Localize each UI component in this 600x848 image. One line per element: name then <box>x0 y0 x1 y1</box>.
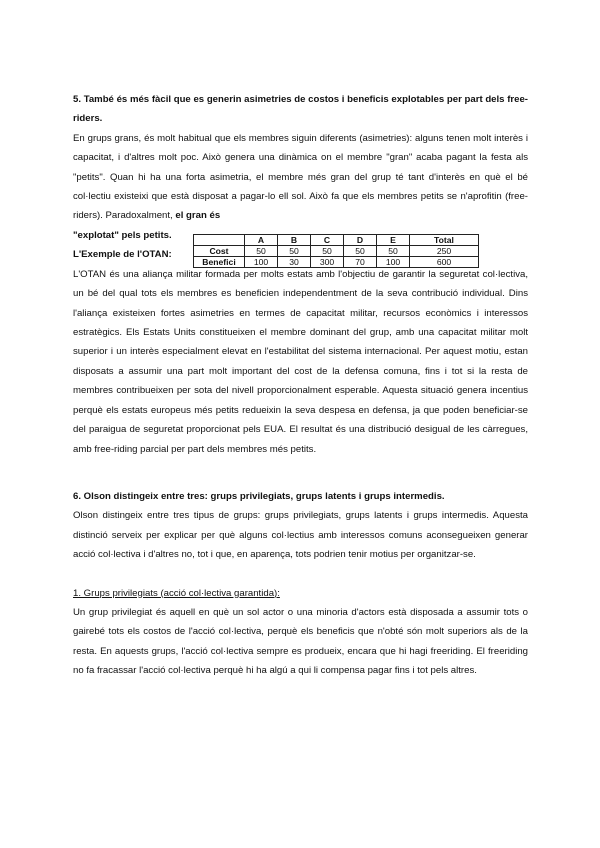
table-cell: 300 <box>311 256 344 267</box>
exploited-text: "explotat" pels petits. <box>73 229 172 241</box>
section-6-heading: 6. Olson distingeix entre tres: grups privilegiats, grups latents i grups intermedis. <box>73 490 445 502</box>
table-cell: 50 <box>311 245 344 256</box>
table-header-cell: E <box>377 234 410 245</box>
table-row-label: Cost <box>194 245 245 256</box>
table-cell: 70 <box>344 256 377 267</box>
table-header-cell: Total <box>410 234 479 245</box>
table-cell: 100 <box>245 256 278 267</box>
section-5-paragraph-text: En grups grans, és molt habitual que els membres siguin diferents (asimetries): alguns tenen molt interès i capacitat, i d'altres molt poc. Això genera una dinàmica on el membre "gran" acaba pagant la festa als "petits". Quan hi ha una forta asimetria, el membre més gran del grup té tant d'interès en què el bé col·lectiu existeixi que està disposat a pagar-lo ell sol. Això fa que els membres petits se n'aprofitin (free-riders). Paradoxalment, <box>73 132 528 222</box>
table-cell: 100 <box>377 256 410 267</box>
example-label: L'Exemple de l'OTAN: <box>73 248 172 260</box>
subsection-1-paragraph: Un grup privilegiat és aquell en què un sol actor o una minoria d'actors està disposada a assumir tots o gairebé tots els costos de l'acció col·lectiva, perquè els beneficis que n'obté són molt superiors als de la resta. En aquests grups, l'acció col·lectiva sempre es produeix, encara que hi hagi freeriding. El freeriding no fa fracassar l'acció col·lectiva perquè hi ha algú a qui li compensa pagar fins i tot pels altres. <box>73 606 528 677</box>
table-cell: 50 <box>278 245 311 256</box>
table-row-label: Benefici <box>194 256 245 267</box>
section-5-paragraph-bold: el gran és <box>175 210 221 222</box>
table-header-cell: A <box>245 234 278 245</box>
subsection-1-heading: 1. Grups privilegiats (acció col·lectiva garantida): <box>73 587 280 599</box>
table-header-cell: B <box>278 234 311 245</box>
table-row <box>194 256 479 267</box>
table-cell: 30 <box>278 256 311 267</box>
table-header-cell <box>194 234 245 245</box>
table-cell: 600 <box>410 256 479 267</box>
table-header-cell: D <box>344 234 377 245</box>
section-5-heading: 5. També és més fàcil que es generin asimetries de costos i beneficis explotables per part dels free-riders. <box>73 94 528 125</box>
table-row <box>194 245 479 256</box>
example-row <box>73 226 528 265</box>
section-5-paragraph <box>73 129 528 226</box>
otan-paragraph: L'OTAN és una aliança militar formada per molts estats amb l'objectiu de garantir la seguretat col·lectiva, un bé del qual tots els membres es beneficien independentment de la seva contribució individual. Dins l'aliança existeixen fortes asimetries en termes de capacitat militar, recursos econòmics i interessos estratègics. Els Estats Units constitueixen el membre dominant del grup, amb una capacitat militar molt superior i un interès especialment elevat en l'estabilitat del sistema internacional. Per aquest motiu, estan disposats a assumir una part molt important del cost de la defensa comuna, fins i tot si la resta de membres contribueixen per sota del nivell proporcionalment esperable. Aquesta situació genera incentius perquè els estats europeus més petits redueixin la seva despesa en defensa, ja que poden beneficiar-se del paraigua de seguretat proporcionat pels EUA. El resultat és una distribució desigual de les càrregues, amb free-riding parcial per part dels membres més petits. <box>73 268 528 455</box>
document-page <box>73 90 528 681</box>
table-cell: 250 <box>410 245 479 256</box>
table-header-row <box>194 234 479 245</box>
cost-benefit-table <box>193 234 479 268</box>
section-6-paragraph: Olson distingeix entre tres tipus de grups: grups privilegiats, grups latents i grups intermedis. Aquesta distinció serveix per explicar per què alguns col·lectius amb interessos comuns aconsegueixen generar acció col·lectiva i d'altres no, tot i que, en aparença, tots podrien tenir motius per organitzar-se. <box>73 510 528 561</box>
table-cell: 50 <box>377 245 410 256</box>
table-cell: 50 <box>344 245 377 256</box>
table-cell: 50 <box>245 245 278 256</box>
table-header-cell: C <box>311 234 344 245</box>
